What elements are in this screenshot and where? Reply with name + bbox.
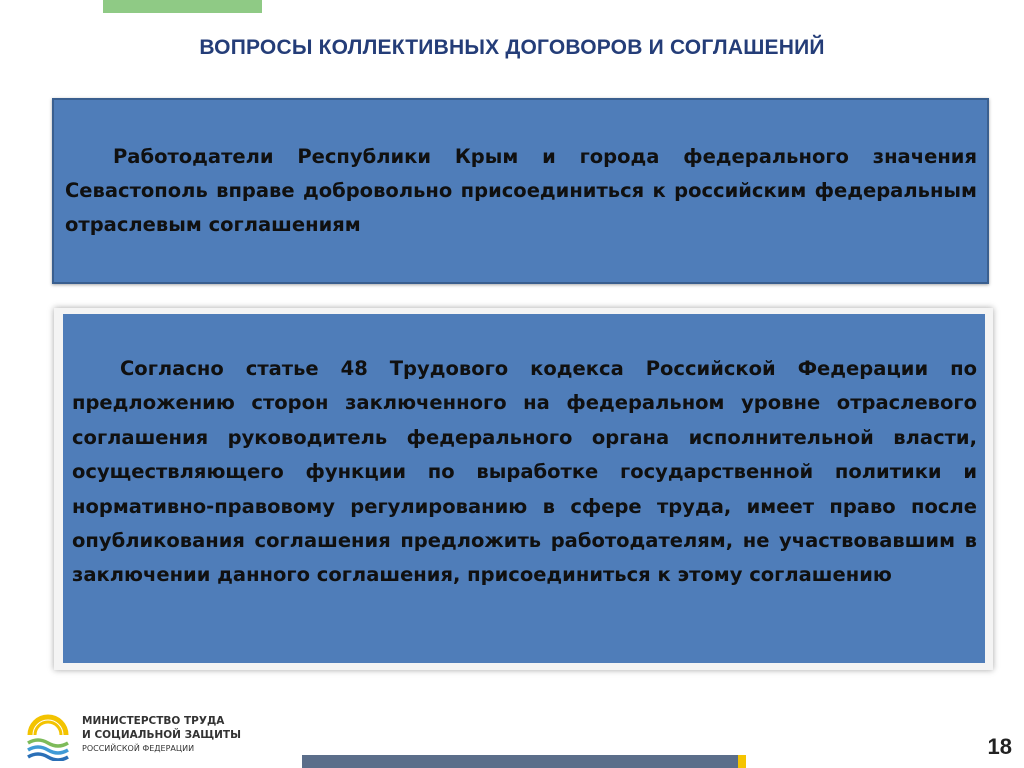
slide-title: ВОПРОСЫ КОЛЛЕКТИВНЫХ ДОГОВОРОВ И СОГЛАШЕНИЙ xyxy=(199,36,825,59)
top-accent-bar xyxy=(103,0,262,13)
bottom-bar xyxy=(302,755,738,768)
bottom-bar-accent xyxy=(738,755,746,768)
box1-paragraph: Работодатели Республики Крым и города федерального значения Севастополь вправе добровольно присоединиться к российским федеральным отраслевым соглашениям xyxy=(65,145,977,236)
text-box-article-48 xyxy=(63,314,985,663)
box2-paragraph: Согласно статье 48 Трудового кодекса Российской Федерации по предложению сторон заключенного на федеральном уровне отраслевого соглашения руководитель федерального органа исполнительной власти, осуществляющего функции по выработке государственной политики и нормативно-правовому регулированию в сфере труда, имеет право после опубликования соглашения предложить работодателям, не участвовавшим в заключении данного соглашения, присоединиться к этому соглашению xyxy=(72,357,977,587)
ministry-name-line1: МИНИСТЕРСТВО ТРУДА xyxy=(82,715,225,727)
ministry-name-line2: И СОЦИАЛЬНОЙ ЗАЩИТЫ xyxy=(82,728,241,741)
ministry-name-line3: РОССИЙСКОЙ ФЕДЕРАЦИИ xyxy=(82,744,195,753)
ministry-logo-icon xyxy=(26,713,70,761)
ministry-name xyxy=(82,715,241,756)
page-number: 18 xyxy=(987,734,1012,759)
text-box-crimea xyxy=(52,98,989,284)
